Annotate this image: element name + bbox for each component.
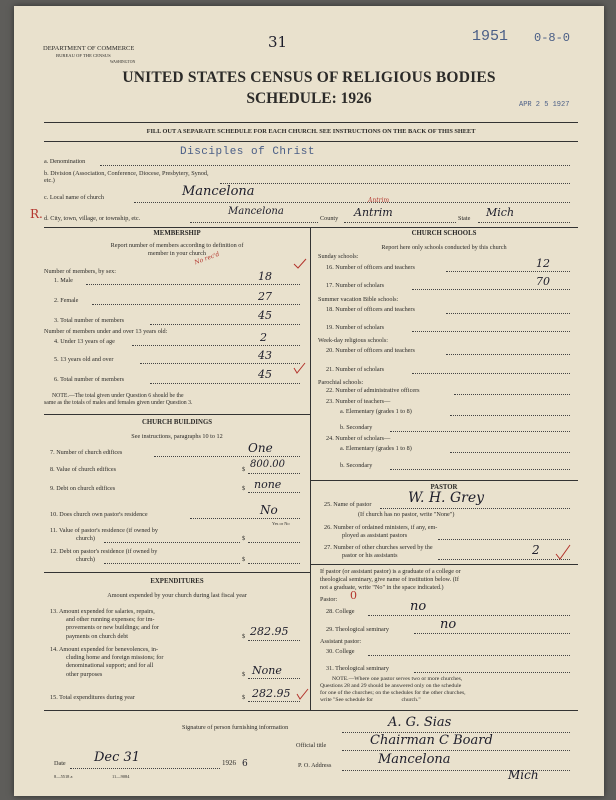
church-schools-subtitle: Report here only schools conducted by this church bbox=[381, 244, 507, 251]
q10-label: 10. Does church own pastor's residence bbox=[50, 511, 148, 518]
denomination-value[interactable]: Disciples of Christ bbox=[180, 146, 315, 158]
form-code: 8—5518 a bbox=[54, 774, 73, 779]
expenditures-subtitle: Amount expended by your church during last fiscal year bbox=[107, 592, 247, 599]
expenditures-title: EXPENDITURES bbox=[150, 578, 204, 585]
address-label: P. O. Address bbox=[298, 762, 332, 769]
q11-label-2: church) bbox=[76, 535, 95, 542]
q15-dollar: $ bbox=[242, 694, 246, 701]
census-schedule-sheet bbox=[14, 6, 604, 796]
form-title: UNITED STATES CENSUS OF RELIGIOUS BODIES bbox=[122, 69, 496, 86]
q2-label: 2. Female bbox=[54, 297, 79, 304]
q29-value[interactable]: no bbox=[440, 617, 457, 632]
q23b-label: b. Secondary bbox=[340, 424, 373, 431]
state-label: State bbox=[458, 215, 471, 222]
county-value[interactable]: Antrim bbox=[354, 206, 393, 219]
q7-value[interactable]: One bbox=[248, 441, 273, 455]
q25-label: 25. Name of pastor bbox=[324, 501, 372, 508]
pastor-note-3: for one of the churches; on the schedules for the other churches, bbox=[320, 690, 466, 696]
church-buildings-subtitle: See instructions, paragraphs 10 to 12 bbox=[131, 433, 223, 440]
church-schools-title: CHURCH SCHOOLS bbox=[411, 230, 477, 237]
local-name-label: c. Local name of church bbox=[44, 194, 104, 201]
check-mark-1 bbox=[294, 259, 306, 268]
pastor-note-4: write "See schedule for church." bbox=[320, 697, 421, 703]
margin-check-mark: R. bbox=[30, 207, 43, 221]
q29-label: 29. Theological seminary bbox=[326, 626, 389, 633]
q8-label: 8. Value of church edifices bbox=[50, 466, 117, 473]
q1-label: 1. Male bbox=[54, 277, 73, 284]
stamp-code: 0-8-0 bbox=[534, 31, 571, 45]
date-label: Date bbox=[54, 760, 66, 767]
q12-dollar: $ bbox=[242, 556, 246, 563]
date-received-stamp: APR 2 5 1927 bbox=[519, 101, 570, 109]
q14-label-1: 14. Amount expended for benevolences, in- bbox=[50, 646, 159, 653]
q22-label: 22. Number of administrative officers bbox=[326, 387, 420, 394]
year-digit-hand: 6 bbox=[242, 759, 248, 769]
q28-label: 28. College bbox=[326, 608, 355, 615]
q26-label-1: 26. Number of ordained ministers, if any, em- bbox=[324, 524, 438, 531]
q1-value[interactable]: 18 bbox=[258, 270, 272, 283]
signature-value[interactable]: A. G. Sias bbox=[388, 715, 452, 730]
q13-label-1: 13. Amount expended for salaries, repairs, bbox=[50, 608, 155, 615]
q16-value[interactable]: 12 bbox=[536, 257, 550, 270]
q15-label: 15. Total expenditures during year bbox=[50, 694, 135, 701]
red-check-mark-expend bbox=[294, 666, 310, 706]
q2-value[interactable]: 27 bbox=[258, 290, 272, 303]
address-value[interactable]: Mancelona bbox=[378, 752, 451, 767]
q27-label-2: pastor or his assistants bbox=[342, 552, 398, 559]
official-title-label: Official title bbox=[296, 742, 327, 749]
q24b-label: b. Secondary bbox=[340, 462, 373, 469]
q5-value[interactable]: 43 bbox=[258, 349, 272, 362]
state-value[interactable]: Mich bbox=[486, 206, 515, 219]
q11-dollar: $ bbox=[242, 535, 246, 542]
q10-value[interactable]: No bbox=[260, 503, 278, 517]
q8-value[interactable]: 800.00 bbox=[250, 459, 285, 470]
q3-label: 3. Total number of members bbox=[54, 317, 125, 324]
q4-label: 4. Under 13 years of age bbox=[54, 338, 115, 345]
q14-value[interactable]: None bbox=[252, 664, 282, 677]
q21-label: 21. Number of scholars bbox=[326, 366, 385, 373]
church-buildings-title: CHURCH BUILDINGS bbox=[141, 419, 213, 426]
pastor-graduate-intro-2: theological seminary, give name of institution below. (If bbox=[320, 576, 459, 583]
red-check-mark-pastor bbox=[554, 540, 574, 562]
q9-label: 9. Debt on church edifices bbox=[50, 485, 116, 492]
division-label: b. Division (Association, Conference, Diocese, Presbytery, Synod, etc.) bbox=[44, 170, 209, 184]
department-label: DEPARTMENT OF COMMERCE bbox=[43, 45, 135, 52]
q24-label: 24. Number of scholars— bbox=[326, 435, 391, 442]
q26-label-2: ployed as assistant pastors bbox=[342, 532, 408, 539]
q28-value[interactable]: no bbox=[410, 599, 427, 614]
q12-label: 12. Debt on pastor's residence (if owned by bbox=[50, 548, 158, 555]
handwritten-number: 31 bbox=[268, 33, 288, 51]
form-code-2: 11—9084 bbox=[112, 774, 130, 779]
q7-label: 7. Number of church edifices bbox=[50, 449, 123, 456]
q27-value[interactable]: 2 bbox=[532, 543, 540, 557]
stamp-year: 1951 bbox=[472, 28, 509, 45]
q13-label-2: and other running expenses; for im- bbox=[66, 616, 155, 623]
membership-intro-2: member in your church bbox=[148, 250, 206, 257]
q9-dollar: $ bbox=[242, 485, 246, 492]
date-value[interactable]: Dec 31 bbox=[94, 750, 141, 765]
membership-note-1: NOTE.—The total given under Question 6 should be the bbox=[52, 393, 184, 399]
assistant-pastor-label: Assistant pastor: bbox=[320, 638, 362, 645]
q23-label: 23. Number of teachers— bbox=[326, 398, 391, 405]
parochial-schools-label: Parochial schools: bbox=[318, 379, 364, 386]
city-label: WASHINGTON bbox=[110, 60, 136, 64]
membership-intro-1: Report number of members according to definition of bbox=[110, 242, 244, 249]
city-label: d. City, town, village, or township, etc. bbox=[44, 215, 141, 222]
q11-label: 11. Value of pastor's residence (if owned by bbox=[50, 527, 158, 534]
q14-label-3: denominational support; and for all bbox=[66, 662, 154, 669]
county-correction-note: Antrim bbox=[368, 197, 390, 204]
q12-label-2: church) bbox=[76, 556, 95, 563]
q24a-label: a. Elementary (grades 1 to 8) bbox=[340, 445, 412, 452]
pastor-graduate-intro-1: If pastor (or assistant pastor) is a graduate of a college or bbox=[320, 568, 461, 575]
membership-note-2: same as the totals of males and females given under Question 3. bbox=[44, 400, 193, 406]
q31-label: 31. Theological seminary bbox=[326, 665, 389, 672]
q8-dollar: $ bbox=[242, 466, 246, 473]
pastor-sub-label: Pastor: bbox=[320, 596, 338, 603]
bureau-label: BUREAU OF THE CENSUS bbox=[56, 53, 111, 58]
q13-dollar: $ bbox=[242, 633, 246, 640]
q19-label: 19. Number of scholars bbox=[326, 324, 385, 331]
q9-value[interactable]: none bbox=[254, 478, 282, 491]
separate-schedule-instruction: FILL OUT A SEPARATE SCHEDULE FOR EACH CHURCH. SEE INSTRUCTIONS ON THE BACK OF THIS SHEET bbox=[146, 128, 476, 135]
pastor-note-2: Questions 28 and 29 should be answered only on the schedule bbox=[320, 683, 462, 689]
city-value[interactable]: Mancelona bbox=[228, 206, 284, 217]
q17-value[interactable]: 70 bbox=[536, 275, 550, 288]
q13-label-4: payments on church debt bbox=[66, 633, 129, 640]
q18-label: 18. Number of officers and teachers bbox=[326, 306, 415, 313]
yes-no-hint: Yes or No bbox=[272, 521, 290, 526]
year-label: 1926 bbox=[222, 759, 236, 767]
q6-label: 6. Total number of members bbox=[54, 376, 125, 383]
q14-label-2: cluding home and foreign missions; for bbox=[66, 654, 164, 661]
members-by-sex-label: Number of members, by sex: bbox=[44, 268, 116, 275]
pastor-check-mark: 0 bbox=[350, 589, 357, 602]
q23a-label: a. Elementary (grades 1 to 8) bbox=[340, 408, 412, 415]
q17-label: 17. Number of scholars bbox=[326, 282, 385, 289]
q25-value[interactable]: W. H. Grey bbox=[408, 490, 485, 506]
summer-schools-label: Summer vacation Bible schools: bbox=[318, 296, 399, 303]
red-check-marks bbox=[290, 254, 310, 394]
q14-dollar: $ bbox=[242, 671, 246, 678]
q27-label-1: 27. Number of other churches served by the bbox=[324, 544, 433, 551]
pastor-title: PASTOR bbox=[430, 484, 458, 491]
check-mark-3 bbox=[297, 689, 308, 699]
age-heading: Number of members under and over 13 years old: bbox=[44, 328, 168, 335]
pastor-graduate-intro-3: not a graduate, write "No" in the space indicated.) bbox=[320, 584, 444, 591]
local-name-value[interactable]: Mancelona bbox=[182, 184, 255, 199]
q25-hint: (If church has no pastor, write "None") bbox=[358, 511, 455, 518]
official-title-value[interactable]: Chairman C Board bbox=[370, 733, 493, 748]
sunday-schools-label: Sunday schools: bbox=[318, 253, 359, 260]
county-label: County bbox=[320, 215, 339, 222]
q30-label: 30. College bbox=[326, 648, 355, 655]
q3-value[interactable]: 45 bbox=[258, 309, 272, 322]
q15-value[interactable]: 282.95 bbox=[252, 687, 291, 700]
check-mark-4 bbox=[556, 545, 570, 559]
address-value-state[interactable]: Mich bbox=[508, 768, 539, 782]
signature-label: Signature of person furnishing information bbox=[182, 724, 289, 731]
q4-value[interactable]: 2 bbox=[260, 331, 267, 344]
q5-label: 5. 13 years old and over bbox=[54, 356, 114, 363]
membership-title: MEMBERSHIP bbox=[153, 230, 201, 237]
pastor-note-1: NOTE.—Where one pastor serves two or more churches, bbox=[332, 676, 463, 682]
check-mark-2 bbox=[294, 363, 305, 373]
denomination-label: a. Denomination bbox=[44, 158, 86, 165]
q13-value[interactable]: 282.95 bbox=[250, 625, 289, 638]
q14-label-4: other purposes bbox=[66, 671, 103, 678]
schedule-title: SCHEDULE: 1926 bbox=[246, 90, 372, 107]
q20-label: 20. Number of officers and teachers bbox=[326, 347, 415, 354]
q13-label-3: provements or new buildings; and for bbox=[66, 624, 159, 631]
weekday-schools-label: Week-day religious schools: bbox=[318, 337, 388, 344]
q6-value[interactable]: 45 bbox=[258, 368, 272, 381]
membership-margin-note: No rec'd bbox=[193, 250, 221, 267]
q16-label: 16. Number of officers and teachers bbox=[326, 264, 415, 271]
